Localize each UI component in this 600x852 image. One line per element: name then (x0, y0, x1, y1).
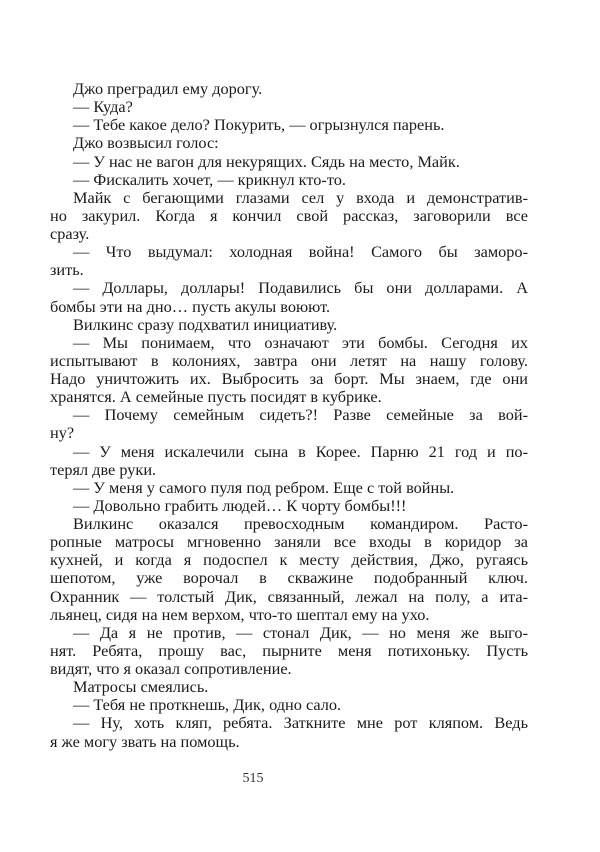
page-body-text (50, 80, 528, 751)
text-line: кухней, и когда я подоспел к месту действия, Джо, ругаясь (50, 550, 528, 570)
text-line: — Куда? (73, 97, 133, 117)
text-line: Вилкинс сразу подхватил инициативу. (73, 314, 338, 334)
text-line: Джо преградил ему дорогу. (73, 79, 263, 98)
text-line: Охранник — толстый Дик, связанный, лежал на полу, а ита- (50, 586, 528, 606)
text-line: нят. Ребята, прошу вас, пырните меня потихоньку. Пусть (50, 640, 528, 660)
text-line: но закурил. Когда я кончил свой рассказ, заговорили все (50, 205, 528, 225)
text-line: — Довольно грабить людей… К чорту бомбы!!! (73, 495, 407, 515)
text-line: Вилкинс оказался превосходным командиром. Расто- (73, 514, 528, 533)
text-line: — Что выдумал: холодная война! Самого бы заморо- (73, 242, 528, 262)
text-line: — Мы понимаем, что означают эти бомбы. Сегодня их (73, 332, 528, 352)
text-line: бомбы эти на дно… пусть акулы воюют. (50, 296, 331, 316)
text-line: ну? (50, 423, 75, 443)
text-line: Майк с бегающими глазами сел у входа и демонстратив- (73, 187, 528, 207)
text-line: — Тебе какое дело? Покурить, — огрызнулся парень. (73, 115, 445, 135)
text-line: Джо возвысил голос: (73, 133, 219, 153)
text-line: — У нас не вагон для некурящих. Сядь на место, Майк. (73, 151, 460, 171)
text-line: — Доллары, доллары! Подавились бы они долларами. А (73, 278, 528, 298)
text-line: сразу. (50, 224, 90, 243)
text-line: — Ну, хоть кляп, ребята. Заткните мне рот кляпом. Ведь (73, 713, 528, 733)
text-line: ропные матросы мгновенно заняли все входы в коридор за (50, 532, 528, 552)
text-line: Надо уничтожить их. Выбросить за борт. Мы знаем, где они (50, 369, 528, 388)
text-line: зить. (50, 260, 84, 280)
text-line: — Да я не против, — стонал Дик, — но меня же выго- (73, 622, 528, 642)
text-line: терял две руки. (50, 459, 157, 479)
page-number: 515 (242, 771, 264, 786)
text-line: — Почему семейным сидеть?! Разве семейные за вой- (73, 405, 528, 425)
text-line: — Тебя не проткнешь, Дик, одно сало. (73, 695, 342, 715)
text-line: — У меня у самого пуля под ребром. Еще с той войны. (73, 477, 455, 497)
text-line: льянец, сидя на нем верхом, что-то шептал ему на ухо. (50, 604, 430, 624)
text-line: шепотом, уже ворочал в скважине подобранный ключ. (50, 568, 528, 588)
text-line: Матросы смеялись. (73, 677, 209, 697)
text-line: — Фискалить хочет, — крикнул кто-то. (73, 169, 346, 189)
text-line: я же могу звать на помощь. (50, 731, 240, 751)
text-line: — У меня искалечили сына в Корее. Парню 21 год и по- (73, 441, 528, 461)
text-line: хранятся. А семейные пусть посидят в кубрике. (50, 387, 382, 407)
text-line: испытывают в колониях, завтра они летят на нашу голову. (50, 350, 528, 370)
text-line: видят, что я оказал сопротивление. (50, 659, 292, 678)
